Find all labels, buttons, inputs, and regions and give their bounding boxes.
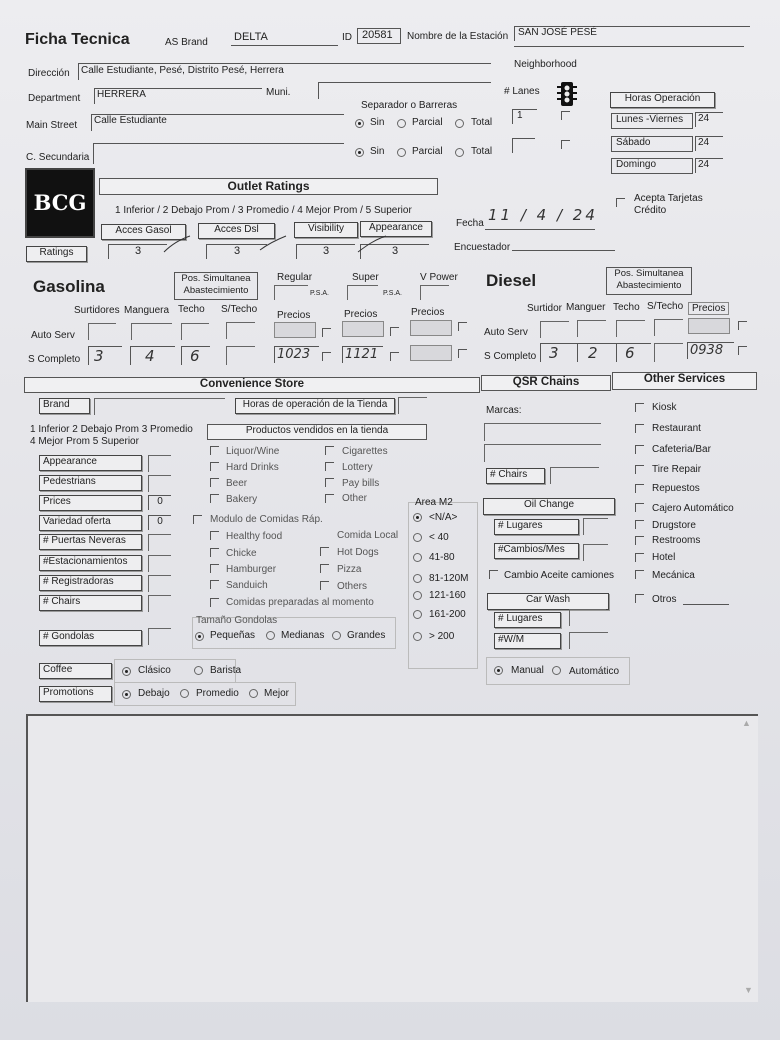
- prod-lottery-label: Lottery: [342, 462, 373, 473]
- marcas-field-1[interactable]: [484, 423, 601, 441]
- modulo-comidas-check[interactable]: [193, 515, 202, 524]
- acces-gasol-value[interactable]: 3: [108, 244, 167, 259]
- attr-estacionamientos[interactable]: #Estacionamientos: [39, 555, 142, 571]
- tamano-grandes-radio[interactable]: [332, 631, 341, 640]
- area-na-radio[interactable]: [413, 513, 422, 522]
- gas-col-techo: Techo: [178, 304, 205, 315]
- id-label: ID: [342, 32, 352, 43]
- attr-gondolas[interactable]: # Gondolas: [39, 630, 142, 646]
- cambio-camiones-check[interactable]: [489, 570, 498, 579]
- wash-wm-button[interactable]: #W/M: [494, 633, 561, 649]
- vpower-psa-field[interactable]: [420, 285, 449, 300]
- gas-precios-super: Precios: [344, 309, 378, 320]
- promo-debajo-label: Debajo: [138, 688, 170, 699]
- address-field[interactable]: Calle Estudiante, Pesé, Distrito Pesé, Herrera: [78, 63, 491, 80]
- horas-tienda-field[interactable]: [398, 397, 427, 414]
- store-scale: 1 Inferior 2 Debajo Prom 3 Promedio: [30, 424, 193, 435]
- coffee-clasico-label: Clásico: [138, 665, 171, 676]
- food-pizza-label: Pizza: [337, 564, 362, 575]
- oil-lugares-field[interactable]: [583, 518, 608, 535]
- convenience-store-header: Convenience Store: [24, 377, 480, 393]
- diesel-completo-manguer[interactable]: 2: [577, 343, 616, 362]
- department-field[interactable]: HERRERA: [94, 88, 262, 104]
- cambio-camiones-label: Cambio Aceite camiones: [504, 570, 615, 581]
- area-41-80-radio[interactable]: [413, 553, 422, 562]
- gas-auto-regular-check[interactable]: [322, 328, 331, 337]
- gas-auto-techo[interactable]: [181, 323, 209, 340]
- attr-puertas-neveras[interactable]: # Puertas Neveras: [39, 534, 142, 550]
- svc-drugstore-label: Drugstore: [652, 520, 696, 531]
- promotions-button[interactable]: Promotions: [39, 686, 112, 702]
- hours-sunday-label: Domingo: [611, 158, 693, 174]
- prod-hard-drinks-label: Hard Drinks: [226, 462, 279, 473]
- wash-auto-label: Automático: [569, 666, 620, 677]
- svc-hotel-check[interactable]: [635, 553, 644, 562]
- promo-promedio-radio[interactable]: [180, 689, 189, 698]
- diesel-title: Diesel: [486, 271, 537, 290]
- svc-cajero-label: Cajero Automático: [652, 503, 734, 514]
- prod-other-label: Other: [342, 493, 368, 504]
- diesel-completo-label: S Completo: [484, 351, 537, 362]
- gas-auto-stecho[interactable]: [226, 322, 255, 339]
- brand-field[interactable]: DELTA: [231, 31, 338, 46]
- horas-tienda-button[interactable]: Horas de operación de la Tienda: [235, 398, 395, 414]
- sep1-parcial-label: Parcial: [412, 117, 443, 128]
- svc-cafeteria-label: Cafeteria/Bar: [652, 444, 711, 455]
- attr-registradoras-field[interactable]: [148, 575, 171, 592]
- tamano-label: Tamaño Gondolas: [196, 615, 278, 626]
- super-psa-field[interactable]: [347, 285, 378, 300]
- sep2-total-label: Total: [471, 146, 493, 157]
- svc-cajero-check[interactable]: [635, 503, 644, 512]
- gas-completo-techo[interactable]: 6: [181, 346, 210, 365]
- attr-registradoras[interactable]: # Registradoras: [39, 575, 142, 591]
- diesel-pos-simultanea: Pos. Simultanea Abastecimiento: [606, 267, 692, 295]
- area-161-200-radio[interactable]: [413, 610, 422, 619]
- qsr-chains-header: QSR Chains: [481, 375, 611, 391]
- gas-completo-precio-vpower[interactable]: [410, 345, 452, 361]
- sep2-parcial-label: Parcial: [412, 146, 443, 157]
- gasolina-title: Gasolina: [33, 277, 105, 296]
- station-label: Nombre de la Estación: [407, 31, 509, 42]
- credit-card-checkbox[interactable]: [616, 198, 625, 207]
- brand-button[interactable]: Brand: [39, 398, 90, 414]
- gas-auto-label: Auto Serv: [31, 330, 75, 341]
- sep2-sin-radio[interactable]: [355, 148, 364, 157]
- neighborhood-label: Neighborhood: [514, 59, 577, 70]
- notes-textarea[interactable]: [26, 714, 758, 1002]
- wash-manual-radio[interactable]: [494, 666, 503, 675]
- regular-psa-field[interactable]: [274, 285, 308, 300]
- gas-auto-precio-super[interactable]: [342, 321, 384, 337]
- prod-beer-label: Beer: [226, 478, 248, 489]
- sep1-total-label: Total: [471, 117, 493, 128]
- secondary-label: C. Secundaria: [26, 152, 90, 163]
- id-field[interactable]: 20581: [357, 28, 401, 44]
- area-121-160-radio[interactable]: [413, 591, 422, 600]
- promo-promedio-label: Promedio: [196, 688, 239, 699]
- area-na-label: <N/A>: [429, 512, 458, 523]
- gas-pos-simultanea: Pos. Simultanea Abastecimiento: [174, 272, 258, 300]
- tamano-medianas-radio[interactable]: [266, 631, 275, 640]
- attr-variedad-field[interactable]: 0: [148, 515, 171, 530]
- svc-restrooms-check[interactable]: [635, 536, 644, 545]
- food-sanduich-check[interactable]: [210, 580, 219, 589]
- attr-appearance[interactable]: Appearance: [39, 455, 142, 471]
- regular-label: Regular: [277, 272, 313, 283]
- prod-liquor-check[interactable]: [210, 446, 219, 455]
- diesel-auto-label: Auto Serv: [484, 327, 528, 338]
- hours-title-button[interactable]: Horas Operación: [610, 92, 715, 108]
- pen-check-marks: [160, 228, 400, 258]
- oil-cambios-button[interactable]: #Cambios/Mes: [494, 543, 579, 559]
- ratings-button[interactable]: Ratings: [26, 246, 87, 262]
- food-others-check[interactable]: [320, 581, 329, 590]
- outlet-ratings-header: Outlet Ratings: [99, 178, 438, 195]
- attr-puertas-field[interactable]: [148, 534, 171, 551]
- area-gt200-radio[interactable]: [413, 632, 422, 641]
- encuestador-field[interactable]: [512, 250, 615, 251]
- svc-restaurant-label: Restaurant: [652, 423, 701, 434]
- lanes-label: # Lanes: [504, 86, 540, 97]
- svc-repuestos-check[interactable]: [635, 484, 644, 493]
- qsr-chairs-button[interactable]: # Chairs: [486, 468, 545, 484]
- food-chicke-check[interactable]: [210, 548, 219, 557]
- attr-variedad[interactable]: Variedad oferta: [39, 515, 142, 531]
- diesel-completo-stecho[interactable]: [654, 343, 683, 362]
- svc-kiosk-label: Kiosk: [652, 402, 677, 413]
- sep2-parcial-radio[interactable]: [397, 148, 406, 157]
- gas-completo-regular-check[interactable]: [322, 352, 331, 361]
- department-label: Department: [28, 93, 81, 104]
- wash-lugares-button[interactable]: # Lugares: [494, 612, 561, 628]
- sep1-parcial-radio[interactable]: [397, 119, 406, 128]
- svc-hotel-label: Hotel: [652, 552, 676, 563]
- area-lt40-radio[interactable]: [413, 533, 422, 542]
- coffee-clasico-radio[interactable]: [122, 667, 131, 676]
- credit-card-label: Acepta Tarjetas Crédito: [634, 193, 703, 216]
- hours-saturday-field[interactable]: 24: [695, 136, 723, 151]
- lanes2-field[interactable]: [512, 138, 535, 153]
- store-scale-2: 4 Mejor Prom 5 Superior: [30, 436, 139, 447]
- wash-lugares-field[interactable]: [569, 609, 606, 626]
- sep1-sin-radio[interactable]: [355, 119, 364, 128]
- diesel-completo-surtidor[interactable]: 3: [540, 343, 577, 362]
- attr-chairs[interactable]: # Chairs: [39, 595, 142, 611]
- station-field[interactable]: SAN JOSÉ PESÉ: [514, 26, 750, 41]
- wash-manual-label: Manual: [511, 665, 544, 676]
- tamano-medianas-label: Medianas: [281, 630, 325, 641]
- svc-cafeteria-check[interactable]: [635, 445, 644, 454]
- car-wash-button[interactable]: Car Wash: [487, 593, 609, 610]
- food-hotdogs-label: Hot Dogs: [337, 547, 379, 558]
- fecha-value[interactable]: 11 / 4 / 24: [488, 206, 598, 224]
- hours-sunday-field[interactable]: 24: [695, 158, 723, 173]
- food-healthy-label: Healthy food: [226, 531, 283, 542]
- prod-paybills-check[interactable]: [325, 478, 334, 487]
- gas-completo-surtidores[interactable]: 3: [88, 346, 122, 365]
- separator-label: Separador o Barreras: [361, 100, 458, 111]
- appearance-value[interactable]: 3: [360, 244, 429, 259]
- scroll-down-icon[interactable]: ▼: [744, 985, 753, 995]
- encuestador-label: Encuestador: [454, 242, 511, 253]
- muni-label: Muni.: [266, 87, 291, 98]
- tamano-pequenas-radio[interactable]: [195, 632, 204, 641]
- traffic-light-icon: [555, 80, 579, 111]
- prod-beer-check[interactable]: [210, 478, 219, 487]
- super-psa: P.S.A.: [383, 290, 402, 297]
- area-121-160-label: 121-160: [429, 590, 466, 601]
- diesel-col-precios: Precios: [688, 302, 729, 315]
- sep2-sin-label: Sin: [370, 146, 385, 157]
- food-sanduich-label: Sanduich: [226, 580, 268, 591]
- attr-appearance-field[interactable]: [148, 455, 171, 472]
- coffee-button[interactable]: Coffee: [39, 663, 112, 679]
- acces-gasol-button[interactable]: Acces Gasol: [101, 224, 186, 240]
- svc-drugstore-check[interactable]: [635, 520, 644, 529]
- food-hotdogs-check[interactable]: [320, 547, 329, 556]
- promo-debajo-radio[interactable]: [122, 690, 131, 699]
- gas-completo-manguera[interactable]: 4: [130, 346, 175, 365]
- diesel-col-surtidor: Surtidor: [527, 303, 563, 314]
- attr-chairs-field[interactable]: [148, 595, 171, 612]
- diesel-auto-precio[interactable]: [688, 318, 730, 334]
- qsr-chairs-field[interactable]: [550, 467, 599, 484]
- food-healthy-check[interactable]: [210, 531, 219, 540]
- diesel-auto-manguer[interactable]: [577, 320, 606, 337]
- diesel-col-techo: Techo: [613, 302, 640, 313]
- lanes2-checkbox[interactable]: [561, 140, 570, 149]
- attr-pedestrians[interactable]: Pedestrians: [39, 475, 142, 491]
- gas-auto-super-check[interactable]: [390, 327, 399, 336]
- marcas-field-2[interactable]: [484, 444, 601, 462]
- fecha-underline: [485, 229, 595, 230]
- gas-col-manguera: Manguera: [124, 305, 170, 316]
- food-pizza-check[interactable]: [320, 564, 329, 573]
- svc-otros-check[interactable]: [635, 594, 644, 603]
- gas-precios-vpower: Precios: [411, 307, 445, 318]
- fecha-label: Fecha: [456, 218, 484, 229]
- attr-prices[interactable]: Prices: [39, 495, 142, 511]
- prod-cigarettes-check[interactable]: [325, 446, 334, 455]
- gas-auto-surtidores[interactable]: [88, 323, 116, 340]
- svc-kiosk-check[interactable]: [635, 403, 644, 412]
- diesel-auto-check[interactable]: [738, 321, 747, 330]
- svc-mecanica-check[interactable]: [635, 570, 644, 579]
- visibility-button[interactable]: Visibility: [294, 222, 358, 238]
- bcg-logo: BCG: [25, 168, 95, 238]
- gas-auto-precio-vpower[interactable]: [410, 320, 452, 336]
- attr-estacionamientos-field[interactable]: [148, 555, 171, 572]
- promo-mejor-radio[interactable]: [249, 689, 258, 698]
- productos-header: Productos vendidos en la tienda: [207, 424, 427, 440]
- diesel-col-manguer: Manguer: [566, 302, 606, 313]
- gas-completo-label: S Completo: [28, 354, 81, 365]
- gas-col-surtidores: Surtidores: [74, 305, 120, 316]
- prod-cigarettes-label: Cigarettes: [342, 446, 388, 457]
- attr-prices-field[interactable]: 0: [148, 495, 171, 510]
- acces-dsl-value[interactable]: 3: [206, 244, 267, 259]
- hours-weekday-label: Lunes -Viernes: [611, 113, 693, 129]
- area-lt40-label: < 40: [429, 532, 449, 543]
- svc-restaurant-check[interactable]: [635, 424, 644, 433]
- attr-pedestrians-field[interactable]: [148, 475, 171, 492]
- gas-completo-precio-super[interactable]: 1121: [342, 346, 383, 363]
- diesel-auto-stecho[interactable]: [654, 319, 683, 336]
- store-brand-field[interactable]: [94, 398, 225, 415]
- prod-hard-drinks-check[interactable]: [210, 462, 219, 471]
- diesel-auto-techo[interactable]: [616, 320, 645, 337]
- gas-auto-precio-regular[interactable]: [274, 322, 316, 338]
- vpower-label: V Power: [420, 272, 458, 283]
- coffee-barista-label: Barista: [210, 665, 242, 676]
- marcas-label: Marcas:: [486, 405, 522, 416]
- other-services-header: Other Services: [612, 372, 757, 390]
- svc-tire-check[interactable]: [635, 465, 644, 474]
- ratings-scale: 1 Inferior / 2 Debajo Prom / 3 Promedio / 4 Mejor Prom / 5 Superior: [115, 205, 412, 216]
- regular-psa: P.S.A.: [310, 290, 329, 297]
- page-title: Ficha Tecnica: [25, 31, 130, 48]
- prod-other-check[interactable]: [325, 494, 334, 503]
- comida-local-label: Comida Local: [337, 530, 399, 541]
- tamano-pequenas-label: Pequeñas: [210, 630, 256, 641]
- comidas-preparadas-check[interactable]: [210, 598, 219, 607]
- food-others-label: Others: [337, 581, 368, 592]
- diesel-auto-surtidor[interactable]: [540, 321, 569, 338]
- main-street-field[interactable]: Calle Estudiante: [91, 114, 344, 131]
- diesel-col-stecho: S/Techo: [647, 301, 684, 312]
- prod-liquor-label: Liquor/Wine: [226, 446, 280, 457]
- area-81-120-label: 81-120M: [429, 573, 469, 584]
- address-label: Dirección: [28, 68, 70, 79]
- svc-restrooms-label: Restrooms: [652, 535, 701, 546]
- diesel-completo-check[interactable]: [738, 346, 747, 355]
- gas-completo-precio-regular[interactable]: 1023: [274, 346, 319, 363]
- gas-auto-vpower-check[interactable]: [458, 322, 467, 331]
- area-label: Area M2: [415, 497, 453, 508]
- appearance-button[interactable]: Appearance: [360, 221, 432, 237]
- comidas-preparadas-label: Comidas preparadas al momento: [226, 597, 374, 608]
- lanes-checkbox[interactable]: [561, 111, 570, 120]
- scroll-up-icon[interactable]: ▲: [742, 718, 751, 728]
- prod-paybills-label: Pay bills: [342, 478, 380, 489]
- tamano-grandes-label: Grandes: [347, 630, 386, 641]
- prod-lottery-check[interactable]: [325, 462, 334, 471]
- svc-otros-label: Otros: [652, 594, 677, 605]
- svc-mecanica-label: Mecánica: [652, 570, 695, 581]
- main-street-label: Main Street: [26, 120, 78, 131]
- gas-precios-regular: Precios: [277, 310, 311, 321]
- diesel-completo-techo[interactable]: 6: [616, 343, 651, 362]
- gas-completo-stecho[interactable]: [226, 346, 255, 365]
- hours-saturday-label: Sábado: [611, 136, 693, 152]
- sep1-total-radio[interactable]: [455, 119, 464, 128]
- food-chicke-label: Chicke: [226, 548, 257, 559]
- svc-otros-field[interactable]: [683, 604, 729, 605]
- coffee-barista-radio[interactable]: [194, 666, 203, 675]
- prod-bakery-label: Bakery: [226, 494, 258, 505]
- area-81-120-radio[interactable]: [413, 574, 422, 583]
- muni-field[interactable]: [318, 82, 491, 99]
- gas-col-stecho: S/Techo: [221, 304, 258, 315]
- gas-completo-super-check[interactable]: [390, 352, 399, 361]
- prod-bakery-check[interactable]: [210, 494, 219, 503]
- oil-change-button[interactable]: Oil Change: [483, 498, 615, 515]
- attr-gondolas-field[interactable]: [148, 628, 171, 645]
- visibility-value[interactable]: 3: [296, 244, 355, 259]
- wash-auto-radio[interactable]: [552, 666, 561, 675]
- food-hamburger-check[interactable]: [210, 564, 219, 573]
- area-41-80-label: 41-80: [429, 552, 455, 563]
- diesel-completo-precio[interactable]: 0938: [687, 342, 734, 359]
- modulo-comidas-label: Modulo de Comidas Ráp.: [210, 514, 323, 525]
- sep1-sin-label: Sin: [370, 117, 385, 128]
- acces-dsl-button[interactable]: Acces Dsl: [198, 223, 275, 239]
- oil-lugares-button[interactable]: # Lugares: [494, 519, 579, 535]
- wash-wm-field[interactable]: [569, 632, 608, 649]
- area-group: [408, 502, 478, 669]
- gas-auto-manguera[interactable]: [131, 323, 172, 340]
- gas-completo-vpower-check[interactable]: [458, 349, 467, 358]
- svc-tire-label: Tire Repair: [652, 464, 702, 475]
- hours-weekday-field[interactable]: 24: [695, 112, 723, 127]
- oil-cambios-field[interactable]: [583, 544, 608, 561]
- super-label: Super: [352, 272, 379, 283]
- lanes-field[interactable]: 1: [512, 109, 537, 124]
- sep2-total-radio[interactable]: [455, 148, 464, 157]
- area-161-200-label: 161-200: [429, 609, 466, 620]
- brand-label: AS Brand: [165, 37, 208, 48]
- area-gt200-label: > 200: [429, 631, 455, 642]
- food-hamburger-label: Hamburger: [226, 564, 277, 575]
- svc-repuestos-label: Repuestos: [652, 483, 700, 494]
- station-underline: [514, 46, 744, 47]
- secondary-field[interactable]: [93, 143, 344, 164]
- promo-mejor-label: Mejor: [264, 688, 290, 699]
